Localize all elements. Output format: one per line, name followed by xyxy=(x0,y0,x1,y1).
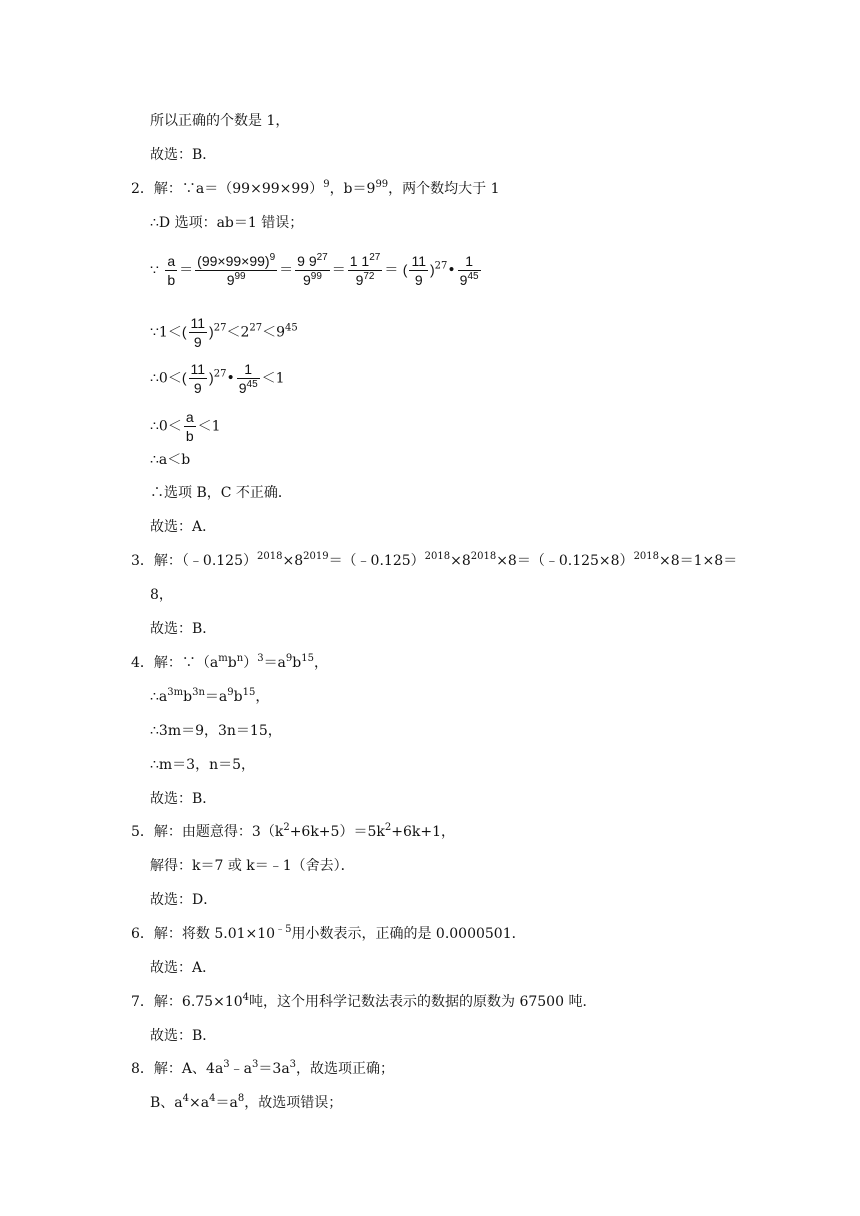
text: ＝ xyxy=(279,262,294,279)
text-line: 所以正确的个数是 1， xyxy=(150,113,290,129)
answer-line: 故选：B． xyxy=(150,791,217,807)
text: ∵1＜ xyxy=(150,324,182,341)
question-number: 7． xyxy=(131,994,154,1010)
question-number: 8． xyxy=(131,1061,154,1077)
text: ＜1 xyxy=(261,370,285,387)
fraction: $\frac{a}{b}$ xyxy=(167,253,176,288)
text: ＜2 xyxy=(226,324,250,341)
question-6-line: 6．解：将数 $5.01\times 10^{﹣5}$用小数表示，正确的是 0.0000501． xyxy=(131,924,526,942)
text: • xyxy=(226,370,235,387)
text: ∴0＜ xyxy=(150,370,182,387)
question-number: 5． xyxy=(131,824,154,840)
text-line: ∴D 选项：ab＝1 错误； xyxy=(150,215,304,231)
inequality-line xyxy=(150,360,285,397)
fraction: $\frac{1}{9^{45}}$ xyxy=(459,253,479,288)
text: • xyxy=(447,262,456,279)
text: ，b＝9 xyxy=(329,181,376,197)
fraction: $\frac{11}{9}$ xyxy=(190,315,206,350)
text-line: ∴3m＝9，3n＝15， xyxy=(150,723,282,739)
paren: ( xyxy=(181,369,187,386)
text: ＝ xyxy=(179,262,194,279)
inequality-line xyxy=(150,314,298,351)
paren: ( xyxy=(181,323,187,340)
paren: ) xyxy=(209,323,214,340)
text: ＝ xyxy=(384,262,399,279)
question-8-line: 8．解：A、$4a^3﹣a^3=3a^3$，故选项正确； xyxy=(131,1059,395,1077)
question-number: 4． xyxy=(131,655,154,671)
fraction: $\frac{(99\times 99\times 99)^9}{9^{99}}$ xyxy=(197,252,276,288)
paren: ) xyxy=(209,369,214,386)
fraction: $\frac{11}{9}$ xyxy=(411,253,426,288)
superscript: 27 xyxy=(434,260,448,272)
fraction: $\frac{9 9^{27}}{9^{99}}$ xyxy=(297,252,328,288)
text-line: ∴a＜b xyxy=(150,452,191,468)
text: ＝ xyxy=(331,262,346,279)
text: ∴0＜ xyxy=(150,418,182,435)
text-line: 解得：k＝7 或 k＝﹣1（舍去）． xyxy=(150,858,355,874)
inequality-line xyxy=(150,408,221,445)
question-number: 2． xyxy=(131,181,154,197)
answer-line: 故选：D． xyxy=(150,892,218,908)
superscript: 27 xyxy=(213,368,227,380)
answer-line: 故选：A． xyxy=(150,960,217,976)
question-7-line: 7．解：$6.75\times 10^4$吨，这个用科学记数法表示的数据的原数为 67500 吨． xyxy=(131,992,597,1010)
text-line: 故选：B． xyxy=(150,147,217,163)
answer-line: 故选：B． xyxy=(150,1028,217,1044)
text: ＜1 xyxy=(197,418,221,435)
paren: ( xyxy=(402,261,408,278)
paren: ) xyxy=(430,261,435,278)
text-line: ∴选项 B，C 不正确． xyxy=(150,485,292,501)
text: ∵ xyxy=(150,262,159,279)
question-4-line: 4．解：$\because(a^mb^n)^3=a^9b^{15}$， xyxy=(131,653,328,671)
superscript: 9 xyxy=(323,179,330,190)
fraction: $\frac{1}{9^{45}}$ xyxy=(238,361,258,396)
fraction: $\frac{11}{9}$ xyxy=(190,361,206,396)
text-line: B、$a^4\times a^4=a^8$，故选项错误； xyxy=(150,1093,343,1111)
text: ＜9 xyxy=(262,324,286,341)
superscript: 45 xyxy=(285,322,298,334)
text-line: $\therefore a^{3m}b^{3n}=a^9b^{15}$， xyxy=(150,687,270,705)
text: ，两个数均大于 1 xyxy=(388,181,500,197)
answer-line: 故选：B． xyxy=(150,621,217,637)
question-5-line: 5．解：由题意得：$3(k^2+6k+5)=5k^2+6k+1$， xyxy=(131,822,455,840)
text-line: ∴m＝3，n＝5， xyxy=(150,757,256,773)
question-number: 6． xyxy=(131,926,154,942)
answer-line: 故选：A． xyxy=(150,519,217,535)
text: 解：∵a＝（99×99×99） xyxy=(153,181,324,197)
superscript: 27 xyxy=(249,322,263,334)
text-line: 8， xyxy=(150,587,173,603)
question-2-line xyxy=(131,180,500,198)
question-number: 3． xyxy=(131,553,154,569)
fraction: $\frac{1 1^{27}}{9^{72}}$ xyxy=(349,252,381,288)
superscript: 27 xyxy=(213,322,227,334)
question-3-line: 3．解：$(﹣0.125)^{2018}\times 8^{2019}=(﹣0.125)^{2018}\times 8^{2018}\times 8=(﹣0.125\times 8)^{2018}\times 8=1\times 8=$ xyxy=(131,551,738,569)
fraction-equation xyxy=(150,252,483,289)
superscript: 99 xyxy=(375,179,389,190)
fraction: $\frac{a}{b}$ xyxy=(185,409,194,444)
